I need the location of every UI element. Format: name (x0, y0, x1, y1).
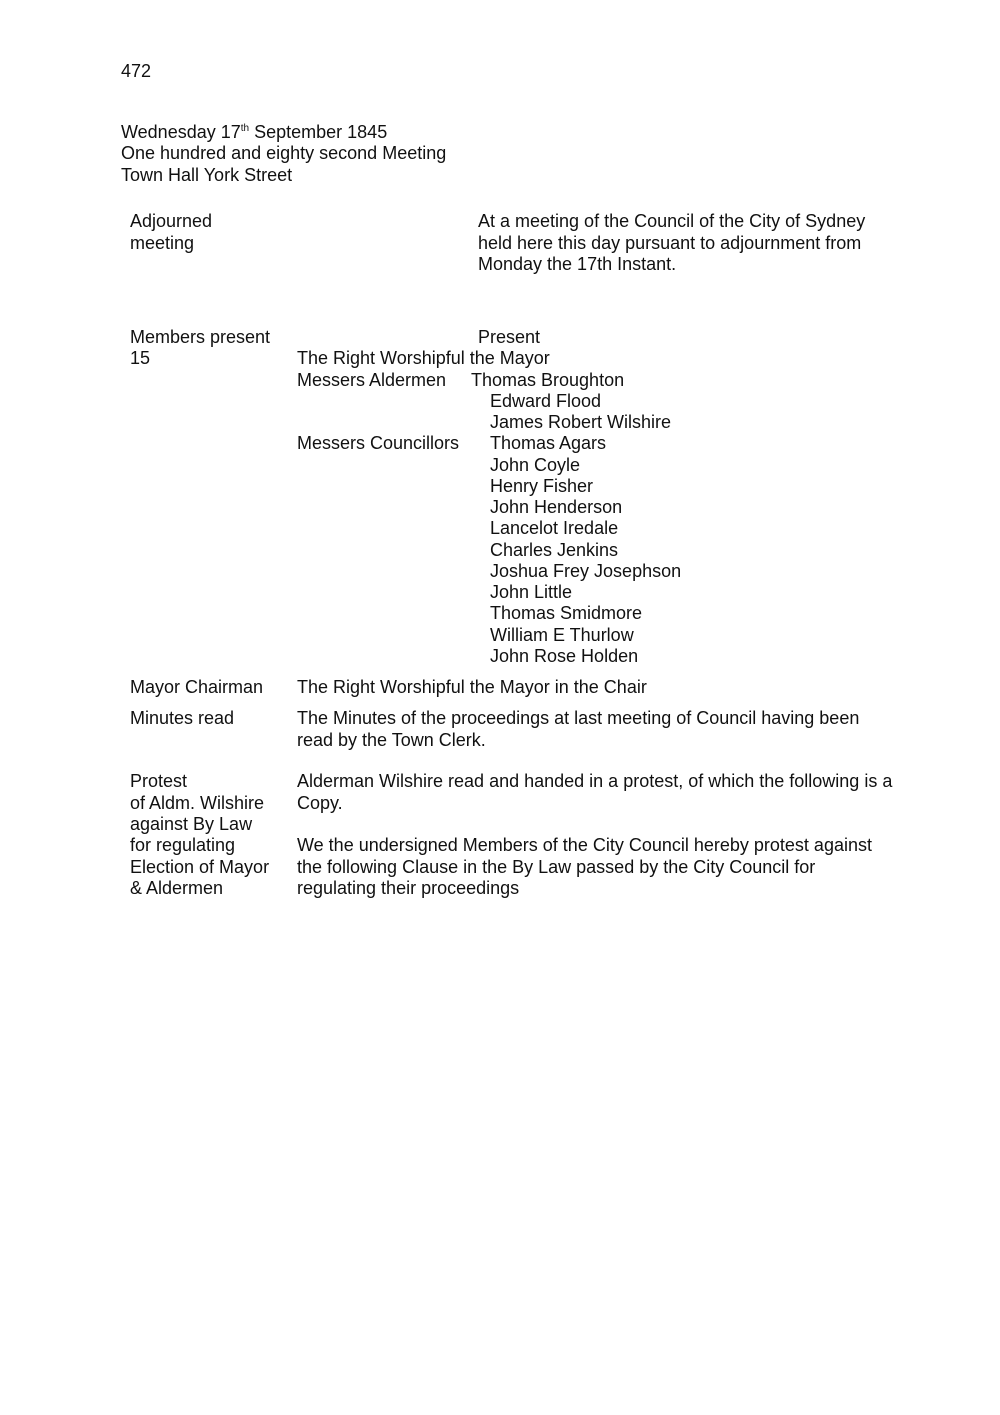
member-name: John Henderson (490, 497, 623, 517)
body-text-line: regulating their proceedings (297, 878, 520, 898)
body-text-line: At a meeting of the Council of the City of Sydney (478, 211, 866, 231)
member-name: James Robert Wilshire (490, 412, 672, 432)
member-name: Edward Flood (490, 391, 602, 411)
margin-note-line: Mayor Chairman (130, 677, 264, 697)
body-text-line: The Minutes of the proceedings at last meeting of Council having been (297, 708, 860, 728)
margin-note-line: against By Law (130, 814, 253, 834)
margin-note-line: 15 (130, 348, 151, 368)
body-text-line: Monday the 17th Instant. (478, 254, 677, 274)
member-name: Charles Jenkins (490, 540, 619, 560)
member-name: Thomas Agars (490, 433, 607, 453)
present-heading: Present (478, 327, 541, 347)
member-name: Thomas Smidmore (490, 603, 643, 623)
margin-note-line: meeting (130, 233, 195, 253)
member-name: William E Thurlow (490, 625, 634, 645)
date-prefix: Wednesday 17 (121, 122, 241, 142)
member-name: Thomas Broughton (471, 370, 625, 390)
aldermen-label: Messers Aldermen (297, 370, 447, 390)
date-ordinal: th (240, 123, 250, 134)
margin-note-line: Adjourned (130, 211, 213, 231)
page-number: 472 (121, 61, 152, 81)
councillors-label: Messers Councillors (297, 433, 460, 453)
body-text-line: The Right Worshipful the Mayor in the Chair (297, 677, 647, 697)
body-text-line: the following Clause in the By Law passed by the City Council for (297, 857, 816, 877)
member-name: John Coyle (490, 455, 581, 475)
member-name: Lancelot Iredale (490, 518, 619, 538)
margin-note-line: for regulating (130, 835, 236, 855)
margin-note-line: & Aldermen (130, 878, 224, 898)
body-text-line: We the undersigned Members of the City Council hereby protest against (297, 835, 872, 855)
margin-note-line: Protest (130, 771, 188, 791)
margin-note-line: of Aldm. Wilshire (130, 793, 265, 813)
margin-note-line: Election of Mayor (130, 857, 270, 877)
body-text-line: Alderman Wilshire read and handed in a protest, of which the following is a (297, 771, 893, 791)
body-text-line: Copy. (297, 793, 343, 813)
meeting-number: One hundred and eighty second Meeting (121, 143, 447, 163)
margin-note-line: Members present (130, 327, 271, 347)
date-suffix: September 1845 (249, 122, 388, 142)
meeting-venue: Town Hall York Street (121, 165, 293, 185)
member-name: John Little (490, 582, 573, 602)
mayor-line: The Right Worshipful the Mayor (297, 348, 550, 368)
member-name: Henry Fisher (490, 476, 594, 496)
member-name: John Rose Holden (490, 646, 639, 666)
member-name: Joshua Frey Josephson (490, 561, 682, 581)
body-text-line: held here this day pursuant to adjournment from (478, 233, 862, 253)
meeting-date (121, 122, 387, 143)
margin-note-line: Minutes read (130, 708, 235, 728)
body-text-line: read by the Town Clerk. (297, 730, 486, 750)
